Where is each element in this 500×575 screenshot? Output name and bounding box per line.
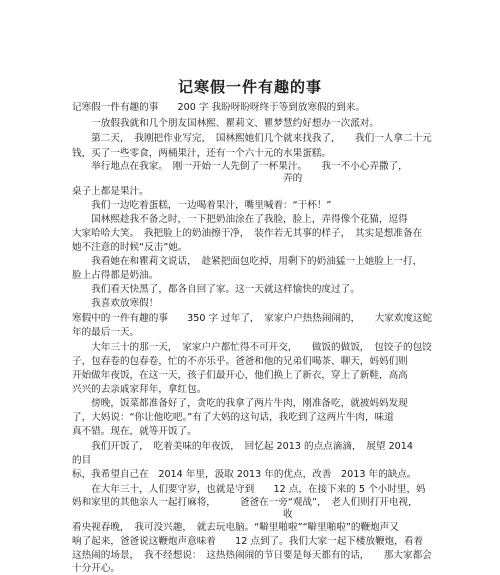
text-line: 我们一边吃着蛋糕，一边喝着果汁，嘴里喊着：“干杯！”: [72, 200, 332, 211]
text-line: 大年三十的那一天， 家家户户都忙得不可开交， 做饭的做饭， 包饺子的包饺: [72, 342, 432, 353]
text-line: 开始做年夜饭，在这一天，孩子们最开心，他们换上了新衣，穿上了新鞋，高高: [72, 370, 408, 381]
text-line: 第二天， 我刚把作业写完， 国林熙她们几个就来找我了， 我们一人拿二十元: [72, 133, 432, 144]
text-line: 一放假我就和几个朋友国林熙、瞿莉文、瞿梦慧约好想办一次派对。: [72, 118, 379, 129]
text-line: 真不错。现在，就等开饭了。: [72, 426, 197, 437]
text-line: 妈和家里的其他亲人一起打麻将， 爸爸在一旁“观战”， 老人们则打开电视，: [72, 497, 418, 508]
text-line: 标，我希望自己在 2014 年里，汲取 2013 年的优点，改善 2013 年的缺点。: [72, 469, 417, 480]
text-line: 我喜欢放寒假！: [72, 298, 159, 309]
text-line: 她不注意的时候“反击”她。: [72, 242, 188, 253]
text-line: 十分开心。: [72, 563, 120, 574]
text-line: 国林熙趁我不备之时，一下把奶油涂在了我脸，脸上，弄得像个花猫，逗得: [72, 214, 408, 225]
text-line: 记寒假一件有趣的事 200 字 我盼呀盼呀终于等到放寒假的到来。: [72, 102, 366, 113]
text-line: 举行地点在我家。 刚一开始一人先倒了一杯果汁。 我一不小心弄撒了，: [72, 161, 408, 172]
text-line: 子，包春卷的包春卷，忙的不亦乐乎。爸爸和他的兄弟们喝茶、聊天，妈妈们则: [72, 356, 408, 367]
text-line: 弄的: [72, 173, 303, 184]
text-line: 在大年三十，人们要守岁，也就是守到 12 点，在接下来的 5 个小时里，妈: [72, 484, 426, 495]
text-line: 我看她在和瞿莉文说话， 趁紧把面包吃掉，用剩下的奶油猛一上她脸上一打，: [72, 256, 423, 267]
text-line: 我们看天快黑了，都各自回了家。这一天就这样愉快的度过了。: [72, 284, 360, 295]
page-title: 记寒假一件有趣的事: [177, 78, 322, 96]
text-line: 我们开饭了， 吃着美味的年夜饭， 回忆起 2013 的点点滴滴， 展望 2014: [72, 441, 413, 452]
text-line: 桌子上都是果汁。: [72, 186, 149, 197]
text-line: 大家哈哈大笑。 我把脸上的奶油擦干净， 装作若无其事的样子， 其实是想准备在: [72, 228, 423, 239]
text-line: 收: [72, 509, 293, 520]
text-line: 响了起来，爸爸说这鞭炮声意味着 12 点到了。我们大家一起下楼放鞭炮，看着: [72, 536, 424, 547]
text-line: 兴兴的去亲戚家拜年，拿红包。: [72, 384, 207, 395]
text-line: 这热闹的场景， 我不经想说： 这热热闹闹的节日要是每天都有的话， 那大家都会: [72, 550, 432, 561]
text-line: 钱，买了一些零食，两桶果汁，还有一个六十元的水果蛋糕。: [72, 148, 332, 159]
text-line: 的目: [72, 455, 92, 466]
text-line: 傍晚，饭菜都准备好了，贪吃的我拿了两片牛肉，刚准备吃，就被妈妈发现: [72, 398, 408, 409]
text-line: 了，大妈说：“你让他吃吧。”有了大妈的这句话，我吃到了这两片牛肉，味道: [72, 412, 394, 423]
text-line: 看央视春晚， 我可没兴趣， 就去玩电脑。“噼里啪啦”“噼里啪啦”的鞭炮声又: [72, 522, 399, 533]
text-line: 年的最后一天。: [72, 327, 140, 338]
text-line: 脸上占得都是奶油。: [72, 270, 159, 281]
text-line: 寒假中的一件有趣的事 350 字 过年了， 家家户户热热闹闹的， 大家欢度这蛇: [72, 313, 433, 324]
